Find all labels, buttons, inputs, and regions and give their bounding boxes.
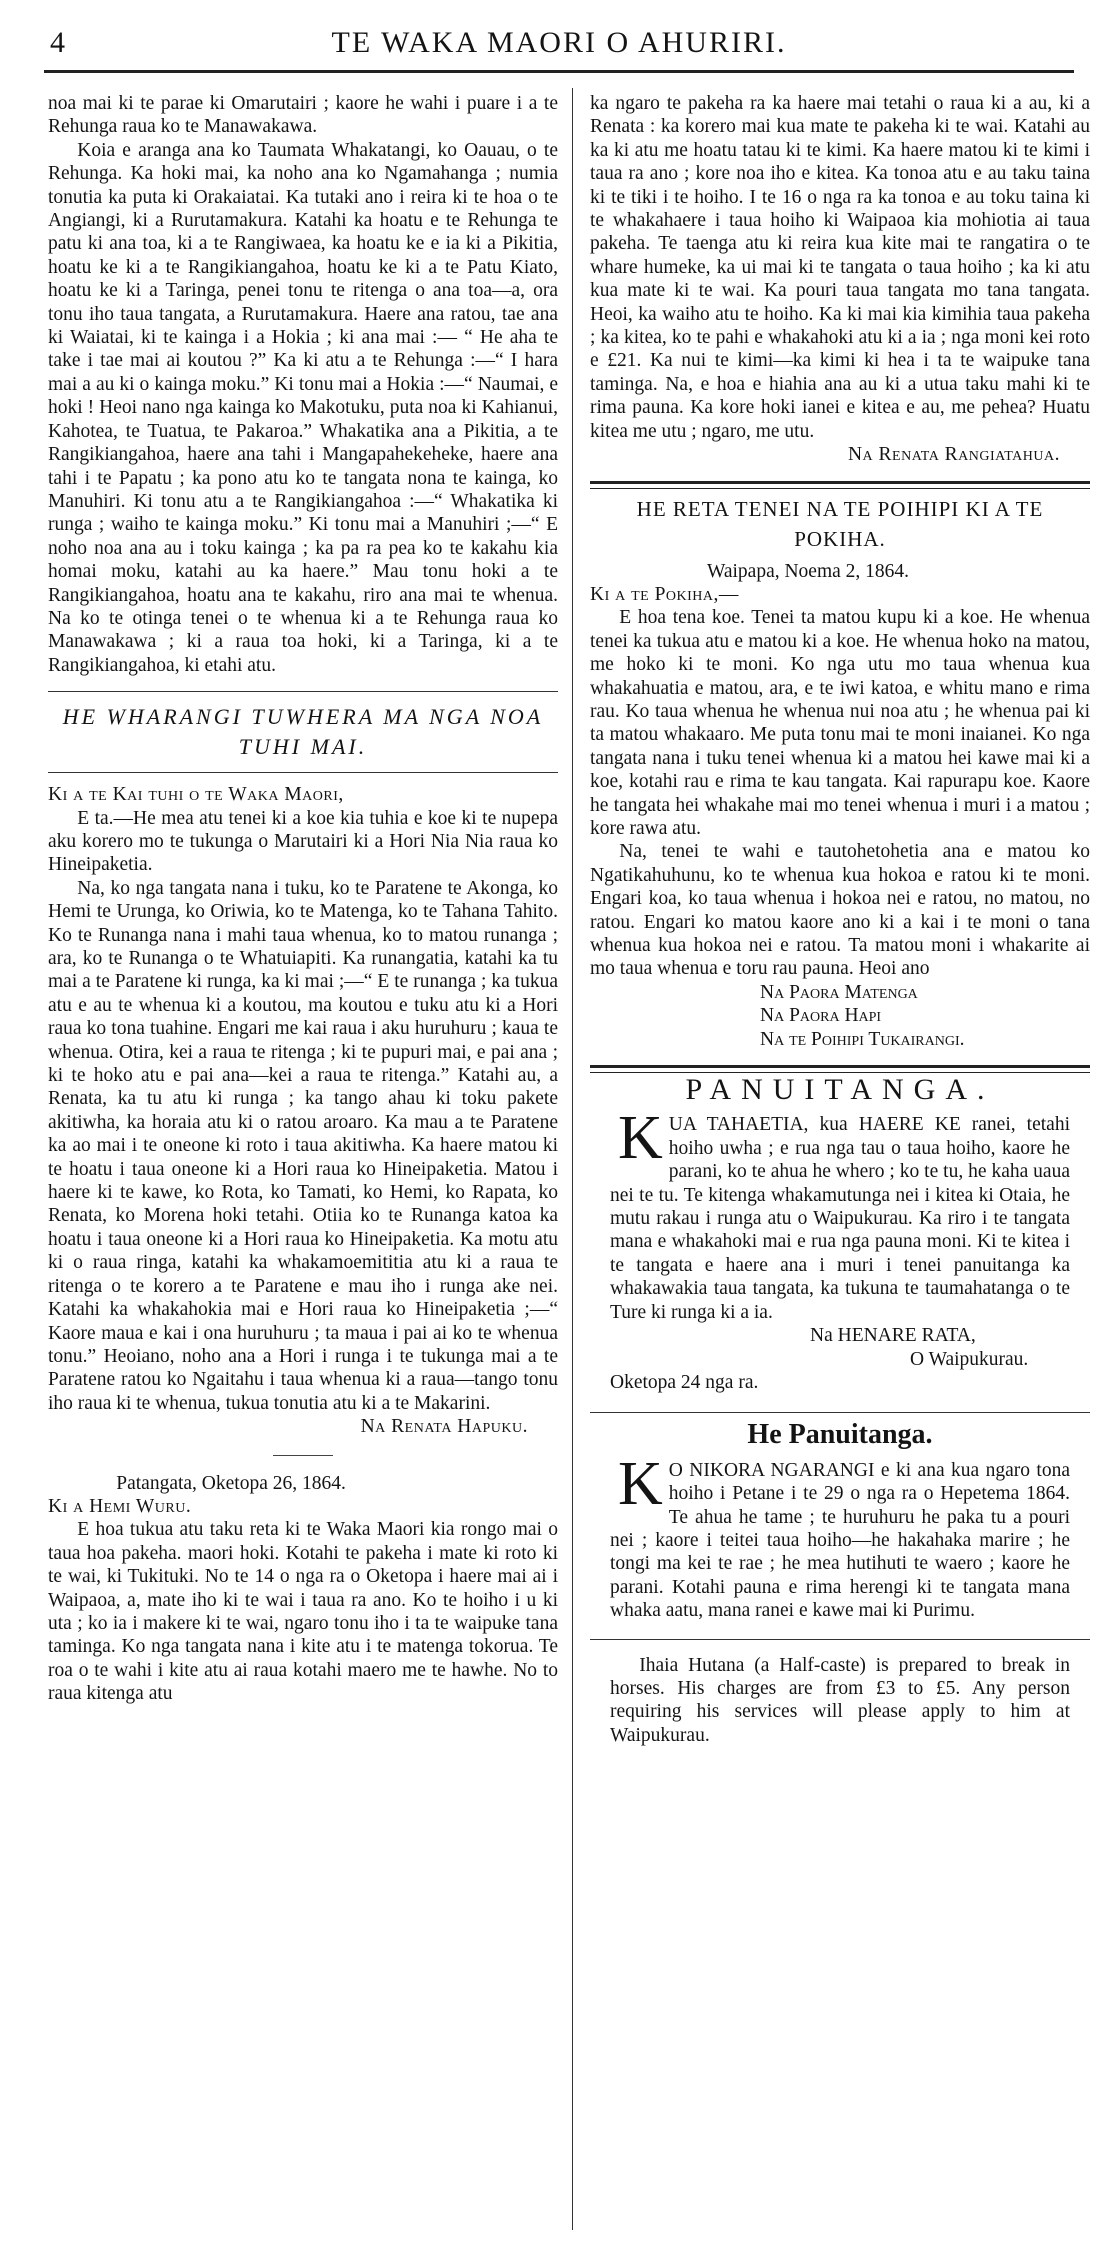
letter3-salutation: Ki a te Pokiha,— bbox=[590, 583, 739, 605]
notice2 bbox=[590, 1449, 1090, 1623]
page-number: 4 bbox=[50, 26, 65, 59]
notice1 bbox=[590, 1104, 1090, 1394]
letter3-date: Waipapa, Noema 2, 1864. bbox=[707, 560, 910, 582]
section-rule bbox=[590, 1639, 1090, 1640]
section-rule bbox=[48, 772, 558, 773]
notice1-date: Oketopa 24 nga ra. bbox=[610, 1371, 759, 1393]
letter1-paragraph: Na, ko nga tangata nana i tuku, ko te Paratene te Akonga, ko Hemi te Urunga, ko Oriwia, ko te Matenga, ko te Tahana Tahito. Ko te Runanga nana i mahi taua whenua, ko to matou runanga ; ara, ko te Runanga o te Whatuiapiti. Ka runangatia, katahi ka tu mai a te Paratene ki runga, ka ki mai ;—“ E te runanga ; ka tukua atu e au te whenua ki a koutou, ma koutou e tuku atu ki a Hori raua ko tona tuahine. Engari me kai raua i aku huruhuru ; kaua te whenua. Otira, kei a raua te ritenga ; ki te pupuri mai, e pai ana ; ki te hoko atu e pai ana—kei a raua te ritenga.” Katahi au, a Renata, ka tu atu ki runga ; ka tango ahau ki toku pakete akitiwha, ka horaia atu ki o ratou aroaro. Ka mau a te Paratene ka ao mai i te oneone ki roto i taua akitiwha. Ka haere matou ki te hoatu i taua oneone ki a Hori raua ko Hineipaketia. Matou i haere ki te kawe, ko Rota, ko Tamati, ko Hemi, ko Rapata, ko Renata, ko Morena hoki tetahi. Otiia ko te Runanga katoa ka hoatu i taua oneone ki a Hori raua ko Hineipaketia. Ka motu atu ki o raua ringa, katahi ka whakamoemititia atu ki a raua te ritenga o te korero a te Paratene e mau iho i runga ake nei. Katahi ka whakahokia mai e Hori raua ko Hineipaketia ;—“ Kaore maua e kai i ona huruhuru ; ta maua i pai ai ko te whenua tonu.” Heoiano, noho ana a Hori i runga i te tukunga mai a te Paratene ratou ko Ngaitahu i taua whenua ki a raua—tango tonu iho raua ki te whenua, tukua tonutia atu ki a te Makarini. bbox=[48, 877, 558, 1414]
masthead-title: TE WAKA MAORI O AHURIRI. bbox=[331, 26, 787, 59]
header-rule bbox=[44, 70, 1074, 73]
letters-section-heading: HE WHARANGI TUWHERA MA NGA NOA TUHI MAI. bbox=[62, 704, 544, 760]
letter1-salutation: Ki a te Kai tuhi o te Waka Maori, bbox=[48, 784, 344, 806]
notice1-title: PANUITANGA. bbox=[685, 1073, 995, 1107]
notice1-dropcap: K bbox=[618, 1104, 663, 1173]
column-divider bbox=[572, 88, 573, 2230]
section-rule bbox=[590, 481, 1090, 484]
notice2-body: O NIKORA NGARANGI e ki ana kua ngaro tona hoiho i Petane i te 29 o nga ra o Hepetema 1864. Te ahua he tame ; te huruhuru he paka tu a pouri nei ; kaore i teitei taua hoiho—he hakahaka marire ; he tongi ma kei te rae ; he mea hutihuti te waero ; kaore he parani. Kotahi pauna e rima herengi ki te tangata mana whaka aatu, mana ranei e kawe mai ki Purimu. bbox=[610, 1459, 1070, 1622]
letter3-heading: HE RETA TENEI NA TE POIHIPI KI A TE POKIHA. bbox=[636, 496, 1044, 551]
continued-text-body: Koia e aranga ana ko Taumata Whakatangi, ko Oauau, o te Rehunga. Ka hoki mai, ka noho ana ko Ngamahanga ; numia tonutia ka puta ki Orakaiatai. Ka tutaki ano i reira ki te hoa o te Angiangi, ki a Rurutamakura. Katahi ka hoatu e te Rehunga te patu ki ana toa, ki a te Rangiwaea, ka hoatu ke e ia ki a Pikitia, hoatu ke ki a te Rangikiangahoa, hoatu ke ki a te Patu Kiato, hoatu ke ki a Taringa, penei tonu te ritenga o ana toa—a, ora tonu iho taua tangata, a Rurutamakura. Haere ana ratou, tae ana ki Waiatai, ki te kainga i a Hokia ; ki ana mai :— “ He aha te take i tae mai ai koutou ?” Ka ki atu a te Rehunga :—“ I hara mai a au ki o kainga moku.” Ki tonu mai a Hokia :—“ Naumai, e hoki ! Heoi nano nga kainga ko Makotuku, puta noa ki Kahianui, Kahotea, te Tuatua, te Pakaroa.” Whakatika ana a Pikitia, a te Rangikiangahoa, haere ana tahi i Mangapahekeheke, haere ana tahi i te Papatu ; ka pono atu ko te tangata nona te kainga, ko Manuhiri. Ki tonu atu a te Rangikiangahoa :—“ Whakatika ki runga ; waiho te kainga moku.” Ki tonu mai a Manuhiri ;—“ E noho noa ana au i toku kainga ; ka pa ra pea ko te kakahu kia homai moku, katahi au ka haere.” Mau tonu hoki a te Rangikiangahoa, hoatu ana te kakahu, riro ana mai te whenua. Na ko te otinga tenei o te whenua ki a te Rehunga raua ko Manawakawa ; ki a raua toa hoki, ki a Taringa, ki a te Rangikiangahoa, ki etahi atu. bbox=[48, 139, 558, 676]
letter2-signature: Na Renata Rangiatahua. bbox=[847, 444, 1060, 466]
notice2-title: He Panuitanga. bbox=[747, 1419, 933, 1451]
section-rule bbox=[590, 1412, 1090, 1413]
letter2-paragraph: E hoa tukua atu taku reta ki te Waka Maori kia rongo mai o taua hoa pakeha. maori hoki. Kotahi te pakeha i mate ki roto ki te wai, ki Tukituki. No te 14 o nga ra o Oketopa i haere mai ai i Waipaoa, a, mate iho ki te wai i taua ra ano. Ko te hoiho i u ki uta ; ko ia i makere ki te wai, ngaro tonu iho i ta te waipuke tana taminga. Ko nga tangata nana i kite atu i te matenga tokorua. Te roa o te wahi i kite atu ai raua kotahi maero me te hawhe. No to raua kitenga atu bbox=[48, 1519, 558, 1705]
letter2-continued: ka ngaro te pakeha ra ka haere mai tetahi o raua ki a au, ki a Renata : ka korero mai kua mate te pakeha ki te wai. Katahi au ka ki atu me hoatu tatau ki te kimi. Ka haere matou ki te kimi i taua ra ano ; kore noa iho e kitea. Ka tonoa atu e au taku taina ki te tiki i te hoiho. I te 16 o nga ra ka tonoa e au toku taina ki te whakahaere i taua hoiho ki Waipaoa kia mohiotia ai taua pakeha. Te taenga atu ki reira kua kite mai te rangatira o te whare humeke, ka ui mai ki te tangata o taua hoiho ; ka ki atu kua mate ki te wai. Ka pouri taua tangata mo tana tangata. Heoi, ka waiho atu te hoiho. Ka ki mai kia kimihia taua pakeha ; ka kitea, ko te pahi e whakahoki atu ki a ia ; nga moni kei roto e £21. Ka nui te kimi—ka kimi ki hea i ta te waipuke tana taminga. Na, e hoa e hiahia ana au ki a utua taku mahi ki te rima pauna. Ka kore hoki ianei e kitea e au, me pehea? Huatu kitea me utu ; ngaro, me utu. bbox=[590, 93, 1090, 442]
page-header bbox=[44, 22, 1074, 72]
letter2-date: Patangata, Oketopa 26, 1864. bbox=[116, 1472, 346, 1494]
notice3 bbox=[590, 1654, 1090, 1748]
letter1-paragraph: E ta.—He mea atu tenei ki a koe kia tuhia e koe ki te nupepa aku korero mo te tukunga o Marutairi ki a Hori Nia Nia raua ko Hineipaketia. bbox=[48, 807, 558, 876]
left-column bbox=[48, 92, 558, 1706]
notice1-place: O Waipukurau. bbox=[910, 1348, 1029, 1370]
letter3-signatures bbox=[590, 981, 1090, 1051]
notice1-body: UA TAHAETIA, kua HAERE KE ranei, tetahi hoiho uwha ; e rua nga tau o taua hoiho, kaore he parani, ko te ahua he whero ; ko te tu, he kaha uaua nei te tu. Te kitenga whakamutunga nei i kitea ki Otaia, he mutu rakau i runga atu o Waipukurau. Ka riro i te tangata mana e whakahoki mai e rua nga pauna moni. Ki te kitea i te tangata e haere ana i muri i tenei panuitanga ka whakawakia taua tangata, ka tukuna te taumahatanga o te Ture ki runga ki a ia. bbox=[610, 1114, 1070, 1323]
letter3-signature: Na Paora Matenga bbox=[760, 981, 918, 1003]
separator bbox=[273, 1455, 333, 1456]
letter3-paragraph: E hoa tena koe. Tenei ta matou kupu ki a koe. He whenua tenei ka tukua atu e matou ki a koe. He whenua hoko na matou, me hoko ki te moni. Ko nga utu mo taua whenua kua whakahuatia e matou, ara, e te iwi katoa, e whitu mano e rima rau. Ko taua whenua he whenua nui noa atu ; he whenua pai ki ta matou whakaaro. Me puta tonu mai te moni inaianei. Ko nga tangata nana i tuku tenei whenua ki a matou hei kawe mai ki a koe, kotahi rau e rima te kau tangata. Kai rapurapu koe. Kaore he tangata hei whakahe mai mo tenei whenua i muri i a matou ; kore rawa atu. bbox=[590, 607, 1090, 839]
letter2-salutation: Ki a Hemi Wuru. bbox=[48, 1495, 192, 1517]
right-column bbox=[590, 92, 1090, 1747]
notice1-signature: Na HENARE RATA, bbox=[810, 1325, 976, 1347]
notice2-dropcap: K bbox=[618, 1449, 663, 1518]
section-rule bbox=[48, 691, 558, 692]
letter1-signature: Na Renata Hapuku. bbox=[360, 1416, 528, 1438]
letter3-signature: Na Paora Hapi bbox=[760, 1005, 882, 1027]
letter3-paragraph: Na, tenei te wahi e tautohetohetia ana e matou ko Ngatikahuhunu, ko te whenua kua hokoa e ratou ki te moni. Engari koa, ko taua whenua i hokoa nei e ratou, no matou, no ratou. Engari ko matou kaore ano ki a kai i te moni o tana whenua kua hokoa nei e ratou. Ta matou moni i whakarite ai mo taua whenua e toru rau pauna. Heoi ano bbox=[590, 841, 1090, 980]
notice3-body: Ihaia Hutana (a Half-caste) is prepared to break in horses. His charges are from £3 to £5. Any person requiring his services will please apply to him at Waipukurau. bbox=[610, 1654, 1070, 1746]
letter3-signature: Na te Poihipi Tukairangi. bbox=[760, 1028, 965, 1050]
continued-text-intro: noa mai ki te parae ki Omarutairi ; kaore he wahi i puare i a te Rehunga raua ko te Manawakawa. bbox=[48, 93, 558, 138]
section-rule bbox=[590, 1065, 1090, 1068]
